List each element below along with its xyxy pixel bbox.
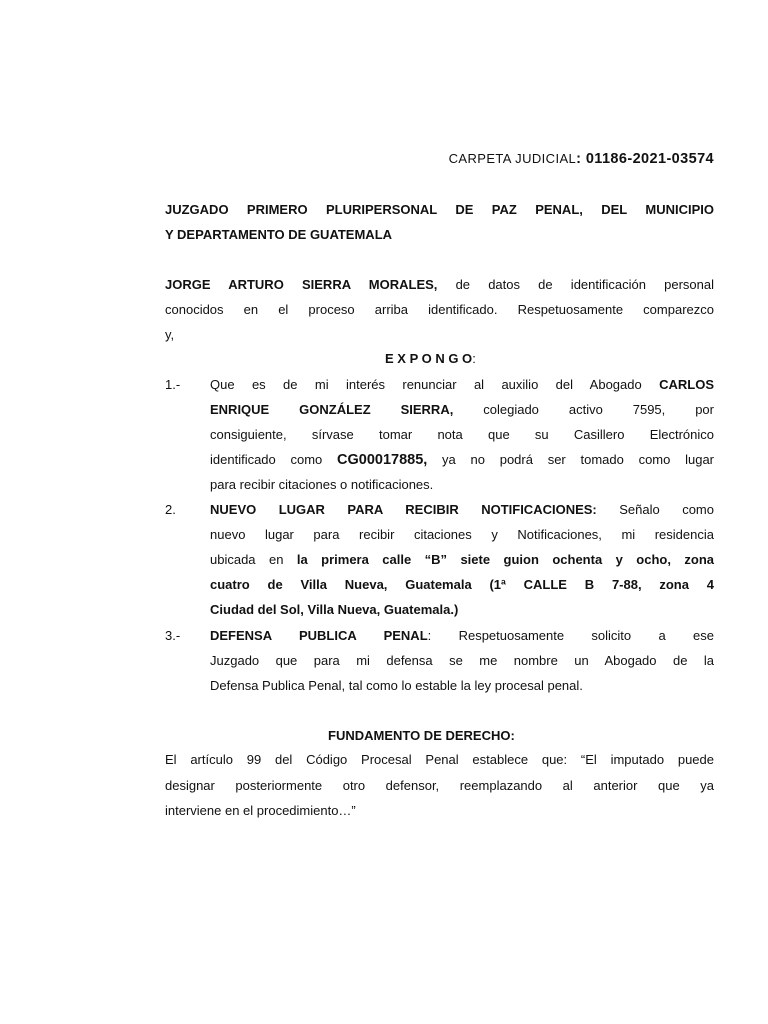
item-1-line-4 bbox=[210, 452, 714, 468]
item-2-number: 2. bbox=[165, 502, 176, 517]
expongo-heading bbox=[385, 351, 476, 367]
item-3-heading: DEFENSA PUBLICA PENAL bbox=[210, 628, 428, 643]
item-1-line-2 bbox=[210, 402, 714, 418]
fundamento-line-2: designar posteriormente otro defensor, reemplazando al anterior que ya bbox=[165, 778, 714, 793]
carpeta-judicial bbox=[449, 151, 714, 167]
intro-line-2: conocidos en el proceso arriba identificado. Respetuosamente comparezco bbox=[165, 302, 714, 317]
court-line-2: Y DEPARTAMENTO DE GUATEMALA bbox=[165, 227, 393, 242]
item-3-line-1 bbox=[210, 628, 714, 644]
carpeta-label: CARPETA JUDICIAL bbox=[448, 151, 577, 166]
item-2-address-1: la primera calle “B” siete guion ochenta y ocho, zona bbox=[296, 552, 714, 567]
court-line-1: JUZGADO PRIMERO PLURIPERSONAL DE PAZ PENAL, DEL MUNICIPIO bbox=[165, 202, 714, 217]
casillero-code: CG00017885, bbox=[337, 452, 428, 468]
item-1-text-4b: ya no podrá ser tomado como lugar bbox=[427, 452, 715, 467]
item-2-line-4: cuatro de Villa Nueva, Guatemala (1ª CALLE B 7-88, zona 4 bbox=[210, 577, 714, 592]
item-2-line-3 bbox=[210, 552, 714, 568]
item-1-text-4: identificado como bbox=[210, 452, 338, 467]
fundamento-line-3: interviene en el procedimiento…” bbox=[165, 803, 356, 818]
appearing-party-name: JORGE ARTURO SIERRA MORALES, bbox=[165, 277, 438, 292]
item-2-text: Señalo como bbox=[596, 502, 714, 517]
intro-line-1 bbox=[165, 277, 714, 293]
item-2-line-2: nuevo lugar para recibir citaciones y Notificaciones, mi residencia bbox=[210, 527, 714, 542]
carpeta-sep: : bbox=[576, 151, 586, 167]
item-1-lawyer-rest: ENRIQUE GONZÁLEZ SIERRA, bbox=[210, 402, 454, 417]
fundamento-line-1: El artículo 99 del Código Procesal Penal establece que: “El imputado puede bbox=[165, 752, 714, 767]
expongo-title: E X P O N G O bbox=[385, 351, 473, 366]
intro-text: de datos de identificación personal bbox=[437, 277, 715, 292]
item-3-line-3: Defensa Publica Penal, tal como lo estable la ley procesal penal. bbox=[210, 678, 583, 693]
expongo-colon: : bbox=[472, 351, 476, 366]
item-2-line-1 bbox=[210, 502, 714, 518]
item-2-text-3: ubicada en bbox=[210, 552, 297, 567]
item-2-heading: NUEVO LUGAR PARA RECIBIR NOTIFICACIONES: bbox=[210, 502, 597, 517]
carpeta-number: 01186-2021-03574 bbox=[585, 151, 714, 167]
item-3-line-2: Juzgado que para mi defensa se me nombre un Abogado de la bbox=[210, 653, 714, 668]
intro-line-3: y, bbox=[165, 327, 175, 342]
item-1-text-2: colegiado activo 7595, por bbox=[453, 402, 714, 417]
item-1-line-5: para recibir citaciones o notificaciones. bbox=[210, 477, 434, 492]
item-1-lawyer-first: CARLOS bbox=[659, 377, 714, 392]
item-1-line-3: consiguiente, sírvase tomar nota que su Casillero Electrónico bbox=[210, 427, 714, 442]
fundamento-title: FUNDAMENTO DE DERECHO: bbox=[328, 728, 515, 743]
item-3-number: 3.- bbox=[165, 628, 181, 643]
item-2-line-5: Ciudad del Sol, Villa Nueva, Guatemala.) bbox=[210, 602, 459, 617]
item-1-line-1 bbox=[210, 377, 714, 393]
item-3-text: : Respetuosamente solicito a ese bbox=[427, 628, 714, 643]
item-1-text: Que es de mi interés renunciar al auxilio del Abogado bbox=[210, 377, 660, 392]
item-1-number: 1.- bbox=[165, 377, 181, 392]
